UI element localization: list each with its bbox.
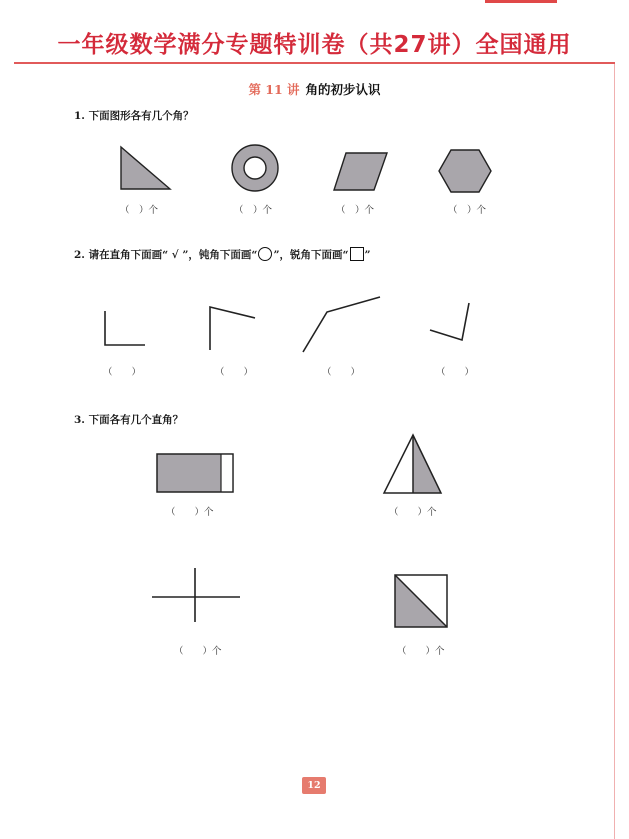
- question-1-prompt: 1. 下面图形各有几个角？: [74, 110, 194, 122]
- circle-symbol-icon: [258, 247, 272, 261]
- question-2-text-c: ”: [364, 249, 371, 261]
- question-3-prompt: 3. 下面各有几个直角？: [74, 414, 184, 426]
- lecture-heading: [0, 80, 629, 98]
- lecture-name: 角的初步认识: [305, 82, 381, 97]
- lecture-number: 第 11 讲: [248, 82, 300, 97]
- page-number-badge: 12: [302, 777, 326, 794]
- q3-answer-2[interactable]: （ ）个: [389, 507, 437, 518]
- acute-angle-figure-1: [205, 302, 259, 354]
- split-triangle-figure: [381, 432, 445, 496]
- square-diagonal-figure: [393, 573, 449, 629]
- cross-lines-figure: [150, 566, 242, 624]
- square-symbol-icon: [350, 247, 364, 261]
- right-margin-line: [614, 64, 615, 839]
- top-accent-bar: [485, 0, 557, 3]
- q2-answer-4[interactable]: （ ）: [436, 367, 475, 378]
- ring-figure: [229, 142, 281, 194]
- q3-answer-1[interactable]: （ ）个: [166, 507, 214, 518]
- banner-divider: [14, 62, 615, 64]
- q1-answer-2[interactable]: （ ）个: [234, 205, 273, 216]
- rectangle-figure: [155, 452, 235, 494]
- q3-answer-4[interactable]: （ ）个: [397, 646, 445, 657]
- q2-answer-2[interactable]: （ ）: [215, 367, 254, 378]
- acute-angle-figure-2: [427, 300, 473, 344]
- q3-answer-3[interactable]: （ ）个: [174, 646, 222, 657]
- question-2-prompt: [74, 247, 371, 262]
- q1-answer-4[interactable]: （ ）个: [448, 205, 487, 216]
- question-2-text-b: ”，锐角下面画“: [273, 249, 349, 261]
- hexagon-figure: [436, 147, 494, 195]
- question-2-text-a: 2. 请在直角下面画“ √ ”，钝角下面画“: [74, 249, 258, 261]
- q1-answer-3[interactable]: （ ）个: [336, 205, 375, 216]
- right-angle-figure: [100, 308, 150, 350]
- parallelogram-figure: [332, 150, 390, 194]
- banner-title: 一年级数学满分专题特训卷（共27讲）全国通用: [57, 32, 572, 58]
- obtuse-angle-figure: [300, 294, 384, 356]
- triangle-figure: [118, 144, 174, 192]
- q2-answer-3[interactable]: （ ）: [322, 367, 361, 378]
- q2-answer-1[interactable]: （ ）: [103, 367, 142, 378]
- q1-answer-1[interactable]: （ ）个: [120, 205, 159, 216]
